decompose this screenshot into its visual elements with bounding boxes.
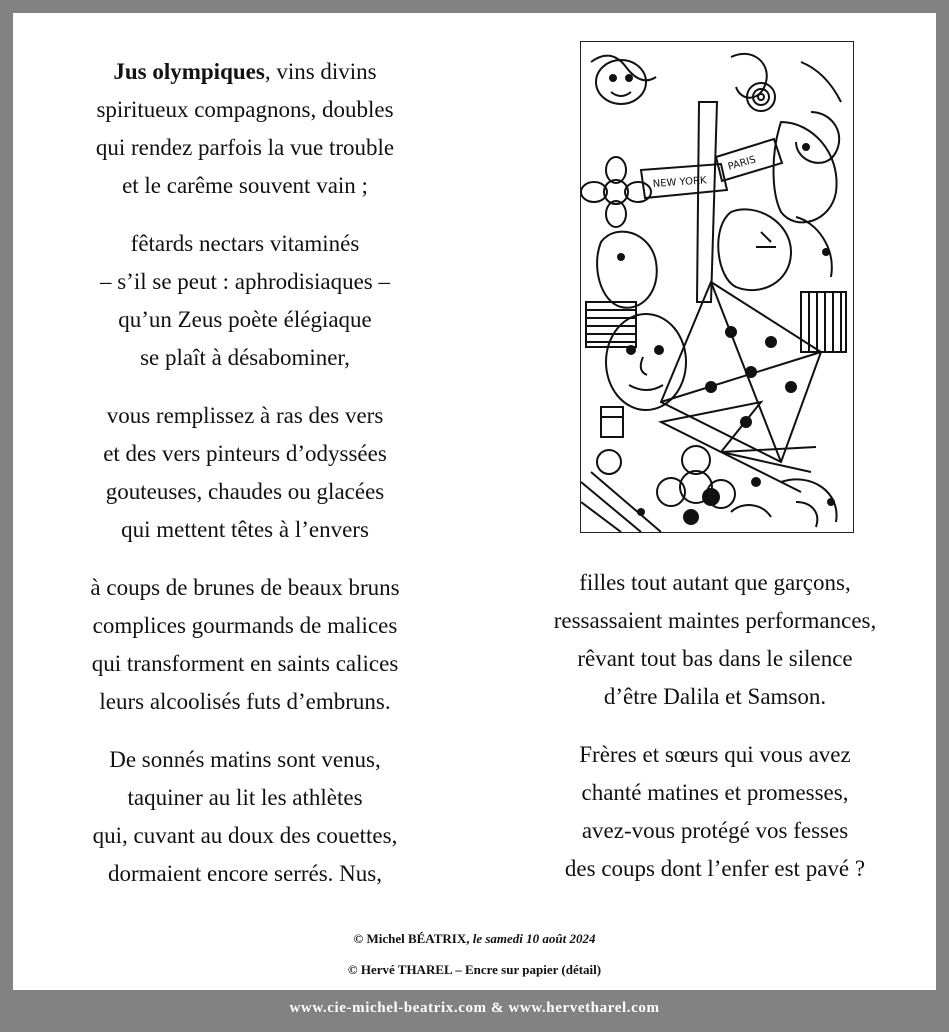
poem-line-text: et des vers pinteurs d’odyssées bbox=[103, 441, 387, 466]
poem-line bbox=[487, 850, 943, 888]
poem-line-text: complices gourmands de malices bbox=[92, 613, 398, 638]
poem-page bbox=[13, 13, 936, 990]
poem-line bbox=[487, 678, 943, 716]
poem-line bbox=[13, 779, 477, 817]
poem-line-text: dormaient encore serrés. Nus, bbox=[108, 861, 382, 886]
poem-line bbox=[487, 812, 943, 850]
stanza bbox=[13, 741, 477, 893]
poem-line-text: se plaît à désabominer, bbox=[140, 345, 350, 370]
poem-line bbox=[13, 53, 477, 91]
poem-line-text: chanté matines et promesses, bbox=[581, 780, 849, 805]
poem-line-text: avez-vous protégé vos fesses bbox=[581, 818, 849, 843]
poem-line-text: vous remplissez à ras des vers bbox=[106, 403, 384, 428]
poem-line-text: filles tout autant que garçons, bbox=[579, 570, 851, 595]
poem-line-text: qu’un Zeus poète élégiaque bbox=[118, 307, 372, 332]
stanza bbox=[13, 569, 477, 721]
poem-line bbox=[13, 91, 477, 129]
author-credit bbox=[13, 931, 936, 947]
ink-drawing-svg bbox=[581, 42, 853, 532]
poem-line bbox=[13, 167, 477, 205]
poem-line bbox=[13, 855, 477, 893]
poem-line-text: qui transforment en saints calices bbox=[91, 651, 399, 676]
poem-line bbox=[13, 741, 477, 779]
poem-line-text: leurs alcoolisés futs d’embruns. bbox=[99, 689, 391, 714]
poem-line-text: ressassaient maintes performances, bbox=[553, 608, 877, 633]
poem-line bbox=[487, 774, 943, 812]
poem-title: Jus olympiques bbox=[113, 59, 265, 84]
poem-right-column bbox=[487, 564, 943, 908]
poem-line-text: – s’il se peut : aphrodisiaques – bbox=[99, 269, 390, 294]
poem-line-text: gouteuses, chaudes ou glacées bbox=[105, 479, 385, 504]
poem-line bbox=[13, 339, 477, 377]
author-date: le samedi 10 août 2024 bbox=[472, 931, 596, 946]
poem-line bbox=[13, 397, 477, 435]
footer-links[interactable]: www.cie-michel-beatrix.com & www.hervetharel.com bbox=[289, 1000, 660, 1016]
ink-drawing-illustration bbox=[580, 41, 854, 533]
poem-line-text: qui mettent têtes à l’envers bbox=[121, 517, 369, 542]
illustration-credit: © Hervé THAREL – Encre sur papier (détail) bbox=[347, 962, 602, 977]
poem-line bbox=[13, 817, 477, 855]
poem-line-text: fêtards nectars vitaminés bbox=[130, 231, 360, 256]
poem-line-text: De sonnés matins sont venus, bbox=[109, 747, 381, 772]
poem-line bbox=[13, 569, 477, 607]
poem-line bbox=[487, 640, 943, 678]
poem-line-text: Frères et sœurs qui vous avez bbox=[579, 742, 851, 767]
poem-line bbox=[13, 683, 477, 721]
poem-line-text: rêvant tout bas dans le silence bbox=[577, 646, 853, 671]
poem-line bbox=[487, 564, 943, 602]
poem-line bbox=[13, 607, 477, 645]
poem-line bbox=[13, 301, 477, 339]
poem-line bbox=[13, 645, 477, 683]
poem-line bbox=[13, 435, 477, 473]
poem-line bbox=[13, 225, 477, 263]
poem-line-text: à coups de brunes de beaux bruns bbox=[90, 575, 400, 600]
poem-line bbox=[13, 129, 477, 167]
stanza bbox=[13, 53, 477, 205]
poem-line-text: des coups dont l’enfer est pavé ? bbox=[564, 856, 866, 881]
poem-left-column bbox=[13, 53, 477, 913]
stanza bbox=[13, 225, 477, 377]
stanza bbox=[487, 564, 943, 716]
sign-new-york: NEW YORK bbox=[652, 175, 707, 190]
poem-line-text: , vins divins bbox=[264, 59, 377, 84]
poem-line bbox=[487, 736, 943, 774]
poem-line bbox=[13, 473, 477, 511]
poem-line-text: qui rendez parfois la vue trouble bbox=[95, 135, 395, 160]
poem-line-text: qui, cuvant au doux des couettes, bbox=[92, 823, 398, 848]
poem-line bbox=[13, 263, 477, 301]
poem-line-text: taquiner au lit les athlètes bbox=[127, 785, 363, 810]
sign-paris: PARIS bbox=[726, 154, 758, 173]
poem-line bbox=[13, 511, 477, 549]
poem-line bbox=[487, 602, 943, 640]
poem-line-text: spiritueux compagnons, doubles bbox=[96, 97, 394, 122]
poem-line-text: d’être Dalila et Samson. bbox=[603, 684, 827, 709]
stanza bbox=[13, 397, 477, 549]
stanza bbox=[487, 736, 943, 888]
author-name: © Michel BÉATRIX, bbox=[353, 931, 473, 946]
poem-line-text: et le carême souvent vain ; bbox=[122, 173, 368, 198]
